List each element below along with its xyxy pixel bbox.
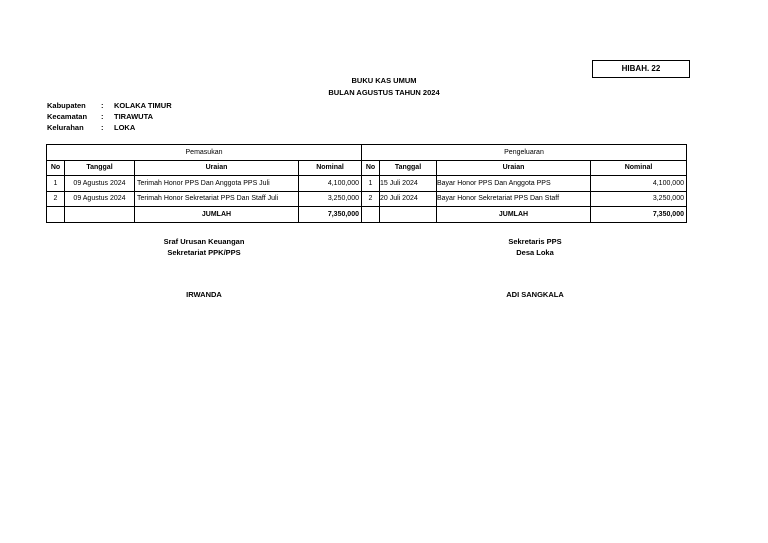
- expense-total: 7,350,000: [591, 207, 687, 223]
- right-signatory-office: Desa Loka: [516, 248, 554, 257]
- left-signatory-title: Sraf Urusan Keuangan: [163, 237, 245, 246]
- info-value: TIRAWUTA: [114, 112, 154, 121]
- expense-description: Bayar Honor Sekretariat PPS Dan Staff: [437, 191, 591, 207]
- col-header-uraian: Uraian: [437, 160, 591, 176]
- document-subtitle: BULAN AGUSTUS TAHUN 2024: [328, 88, 440, 97]
- col-header-tanggal: Tanggal: [380, 160, 437, 176]
- info-label: Kelurahan: [47, 123, 84, 132]
- right-signatory-name: ADI SANGKALA: [506, 290, 564, 299]
- expense-amount: 4,100,000: [591, 176, 687, 192]
- right-signatory-title: Sekretaris PPS: [508, 237, 562, 246]
- income-description: Terimah Honor PPS Dan Anggota PPS Juli: [135, 176, 299, 192]
- income-date: 09 Agustus 2024: [65, 191, 135, 207]
- expense-no: 2: [362, 191, 380, 207]
- table-row: [47, 176, 687, 192]
- col-header-uraian: Uraian: [135, 160, 299, 176]
- info-row-kecamatan: [47, 112, 153, 121]
- income-amount: 4,100,000: [299, 176, 362, 192]
- income-total: 7,350,000: [299, 207, 362, 223]
- info-separator: :: [101, 123, 104, 132]
- expense-amount: 3,250,000: [591, 191, 687, 207]
- col-header-nominal: Nominal: [591, 160, 687, 176]
- expense-date: 15 Juli 2024: [380, 176, 437, 192]
- cash-ledger-table: [46, 144, 687, 223]
- pengeluaran-header: Pengeluaran: [362, 145, 687, 161]
- info-label: Kecamatan: [47, 112, 88, 121]
- empty-cell: [65, 207, 135, 223]
- section-header-row: [47, 145, 687, 161]
- empty-cell: [380, 207, 437, 223]
- col-header-nominal: Nominal: [299, 160, 362, 176]
- pemasukan-header: Pemasukan: [47, 145, 362, 161]
- col-header-no: No: [362, 160, 380, 176]
- empty-cell: [47, 207, 65, 223]
- expense-no: 1: [362, 176, 380, 192]
- income-date: 09 Agustus 2024: [65, 176, 135, 192]
- expense-date: 20 Juli 2024: [380, 191, 437, 207]
- income-total-label: JUMLAH: [135, 207, 299, 223]
- left-signatory-office: Sekretariat PPK/PPS: [167, 248, 241, 257]
- col-header-tanggal: Tanggal: [65, 160, 135, 176]
- info-separator: :: [101, 101, 104, 110]
- info-separator: :: [101, 112, 104, 121]
- info-label: Kabupaten: [47, 101, 86, 110]
- column-header-row: [47, 160, 687, 176]
- col-header-no: No: [47, 160, 65, 176]
- empty-cell: [362, 207, 380, 223]
- left-signatory-name: IRWANDA: [186, 290, 222, 299]
- info-value: KOLAKA TIMUR: [114, 101, 172, 110]
- income-no: 2: [47, 191, 65, 207]
- income-amount: 3,250,000: [299, 191, 362, 207]
- total-row: [47, 207, 687, 223]
- document-code-box: HIBAH. 22: [592, 60, 690, 78]
- table-row: [47, 191, 687, 207]
- expense-total-label: JUMLAH: [437, 207, 591, 223]
- income-description: Terimah Honor Sekretariat PPS Dan Staff Juli: [135, 191, 299, 207]
- document-title: BUKU KAS UMUM: [351, 76, 417, 85]
- info-value: LOKA: [114, 123, 136, 132]
- info-row-kabupaten: [47, 101, 172, 110]
- info-row-kelurahan: [47, 123, 135, 132]
- income-no: 1: [47, 176, 65, 192]
- expense-description: Bayar Honor PPS Dan Anggota PPS: [437, 176, 591, 192]
